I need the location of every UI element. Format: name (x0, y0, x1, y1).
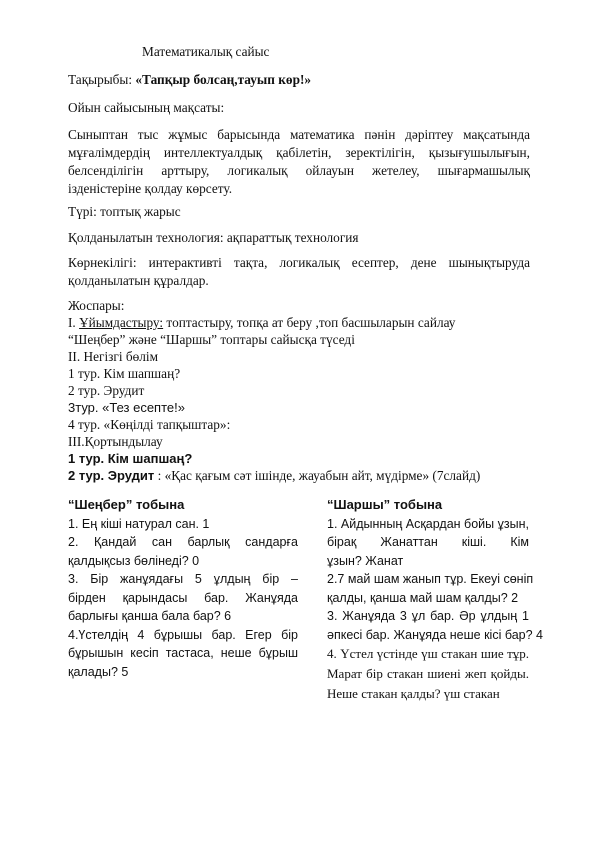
technology-line: Қолданылатын технология: ақпараттық технология (68, 230, 359, 245)
question-line: бұрышын кесіп тастаса, неше бұрыш (68, 646, 298, 660)
plan-part-3: ІІІ.Қортындылау (68, 434, 163, 449)
topic-label: Тақырыбы: (68, 72, 136, 87)
question-line: 2.7 май шам жанып тұр. Екеуі сөніп (327, 572, 534, 586)
goal-label: Ойын сайысының мақсаты: (68, 100, 225, 115)
type-line: Түрі: топтық жарыс (68, 204, 181, 219)
plan-round-2: 2 тур. Эрудит (68, 383, 145, 398)
team-circle-column (68, 496, 298, 681)
plan-teams: “Шеңбер” және “Шаршы” топтары сайысқа түседі (68, 332, 355, 347)
question-line: қалды, қанша май шам қалды? 2 (327, 590, 519, 605)
question-line: әпкесі бар. Жанұяда неше кісі бар? 4 (327, 627, 543, 642)
plan-organization: І. Ұйымдастыру: топтастыру, топқа ат беру ,топ басшыларын сайлау (68, 315, 456, 330)
question-line: 3. Бір жанұядағы 5 ұлдың бір – (68, 572, 298, 586)
question-line: 3. Жанұяда 3 ұл бар. Әр ұлдың 1 (327, 609, 529, 623)
topic-value: «Тапқыр болсаң,тауып көр!» (135, 72, 312, 87)
question-line: 1. Айдынның Асқардан бойы ұзын, (327, 516, 529, 531)
organization-underlined: Ұйымдастыру: (79, 315, 164, 330)
goal-line: белсенділігін арттыру, логикалық ойлауын жетелеу, шығармашылық (68, 163, 530, 178)
goal-line: ізденістеріне қолдау көрсету. (68, 181, 233, 196)
team-circle-title: “Шеңбер” тобына (68, 497, 185, 512)
visual-aids-paragraph (68, 254, 530, 290)
question-line: 4.Үстелдің 4 бұрышы бар. Егер бір (68, 627, 298, 642)
question-line: 2. Қандай сан барлық сандарға (68, 535, 298, 549)
plan-part-2: ІІ. Негізгі бөлім (68, 349, 159, 364)
round-2-description: : «Қас қағым сәт ішінде, жауабын айт, мүдірме» (7слайд) (154, 468, 481, 483)
question-line: ұзын? Жанат (327, 553, 404, 568)
goal-line: Сыныптан тыс жұмыс барысында математика пәнін дәріптеу мақсатында (68, 127, 530, 142)
question-line: барлығы қанша бала бар? 6 (68, 609, 232, 623)
plan-label: Жоспары: (68, 298, 125, 313)
plan-round-3: 3тур. «Тез есепте!» (68, 400, 185, 415)
topic-line (68, 71, 311, 88)
document-heading: Математикалық сайыс (142, 44, 270, 59)
question-line: Марат бір стакан шиені жеп қойды. (327, 666, 529, 681)
plan-round-1: 1 тур. Кім шапшаң? (68, 366, 181, 381)
question-line: қалдықсыз бөлінеді? 0 (68, 553, 200, 568)
goal-line: мұғалімдердің интеллектуалдық қабілетін, зеректілігін, қызығушылығын, (68, 145, 530, 160)
question-line: қалады? 5 (68, 664, 129, 679)
visual-aids-line: қолданылатын құралдар. (68, 273, 209, 288)
plan-round-4: 4 тур. «Көңілді тапқыштар»: (68, 417, 231, 432)
round-1-heading: 1 тур. Кім шапшаң? (68, 451, 193, 466)
goal-paragraph (68, 126, 530, 198)
team-square-title: “Шаршы” тобына (327, 497, 443, 512)
round-2-heading: 2 тур. Эрудит : «Қас қағым сәт ішінде, жауабын айт, мүдірме» (7слайд) (68, 468, 481, 483)
visual-aids-line: Көрнекілігі: интерактивті тақта, логикалық есептер, дене шынықтыруда (68, 255, 530, 270)
question-line: 4. Үстел үстінде үш стакан шие тұр. (327, 646, 529, 661)
question-line: Неше стакан қалды? үш стакан (327, 686, 500, 701)
question-line: 1. Ең кіші натурал сан. 1 (68, 516, 210, 531)
team-square-column (327, 496, 543, 704)
question-line: бірден қарындасы бар. Жанұяда (68, 590, 298, 605)
question-line: бірақ Жанаттан кіші. Кім (327, 535, 529, 549)
